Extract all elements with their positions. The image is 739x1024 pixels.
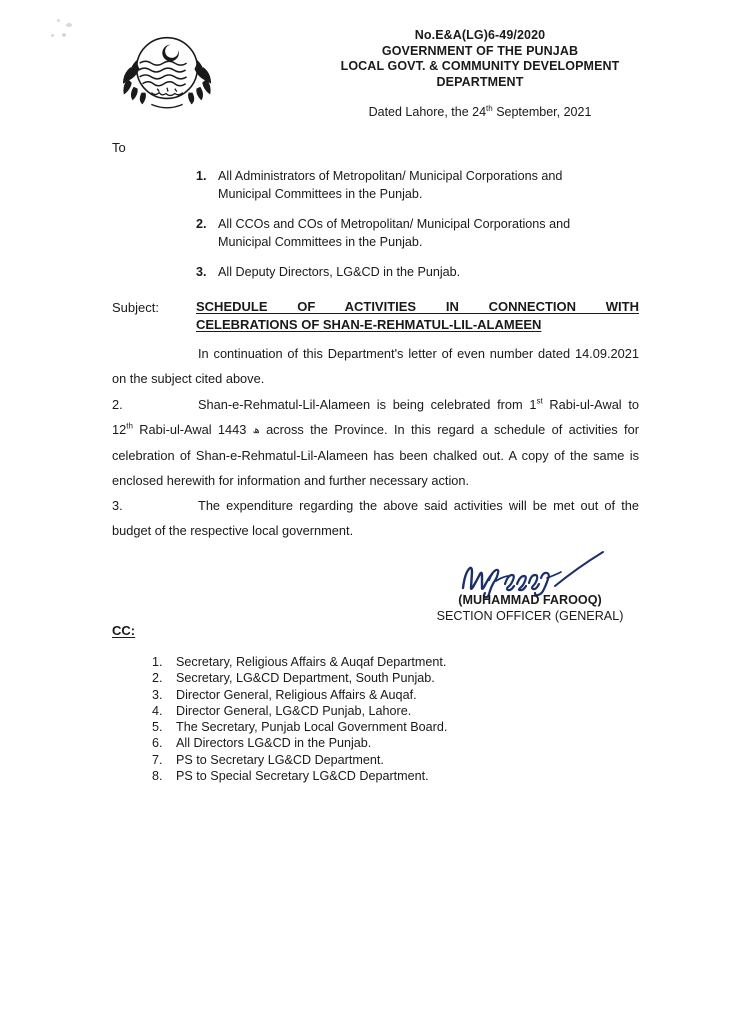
list-item-number: 2.	[196, 217, 207, 231]
list-item	[152, 703, 582, 719]
list-item-label: Director General, LG&CD Punjab, Lahore.	[176, 703, 412, 718]
cc-list	[152, 654, 582, 784]
paragraph-3: The expenditure regarding the above said activities will be met out of the budget of the respective local government.	[112, 498, 639, 538]
list-item-label: All Administrators of Metropolitan/ Municipal Corporations and Municipal Committees in the Punjab.	[218, 169, 563, 201]
list-item-label: All Directors LG&CD in the Punjab.	[176, 736, 372, 751]
list-item-number: 8.	[152, 769, 163, 784]
list-item-number: 5.	[152, 720, 163, 735]
addressee-list	[196, 168, 608, 282]
ordinal-suffix-st: st	[536, 396, 543, 406]
letterhead-text	[330, 28, 630, 90]
paragraph-2-part-2: Rabi-ul-Awal to 12	[112, 397, 639, 437]
list-item	[152, 670, 582, 686]
date-line	[330, 104, 630, 120]
date-suffix: September, 2021	[492, 105, 592, 119]
list-item-number: 6.	[152, 736, 163, 751]
list-item-number: 3.	[196, 265, 207, 279]
list-item-label: PS to Secretary LG&CD Department.	[176, 752, 384, 767]
list-item-number: 3.	[152, 687, 163, 702]
date-ordinal-suffix: th	[486, 103, 493, 113]
list-item-number: 1.	[196, 169, 207, 183]
subject-label: Subject:	[112, 300, 159, 315]
subject-line-2: CELEBRATIONS OF SHAN-E-REHMATUL-LIL-ALAMEEN	[196, 317, 542, 332]
list-item	[152, 752, 582, 768]
list-item-number: 1.	[152, 655, 163, 669]
list-item-label: The Secretary, Punjab Local Government Board.	[176, 720, 448, 735]
list-item	[152, 687, 582, 703]
department-line-2: DEPARTMENT	[436, 74, 524, 89]
list-item-label: PS to Special Secretary LG&CD Department.	[176, 769, 429, 784]
list-item-number: 2.	[152, 671, 163, 686]
list-item-label: All CCOs and COs of Metropolitan/ Municipal Corporations and Municipal Committees in the Punjab.	[218, 217, 571, 249]
paragraph-2-part-3: Rabi-ul-Awal 1443	[132, 422, 253, 437]
paragraph-2-part-1: Shan-e-Rehmatul-Lil-Alameen is being celebrated from 1	[198, 397, 537, 412]
list-item	[152, 719, 582, 735]
reference-number: No.E&A(LG)6-49/2020	[414, 28, 546, 42]
to-label: To	[112, 140, 126, 155]
signatory-designation: SECTION OFFICER (GENERAL)	[436, 609, 624, 623]
signatory-name: (MUHAMMAD FAROOQ)	[458, 593, 602, 607]
list-item	[152, 768, 582, 784]
list-item-label: Director General, Religious Affairs & Auqaf.	[176, 687, 417, 702]
department-line-1: LOCAL GOVT. & COMMUNITY DEVELOPMENT	[340, 59, 620, 73]
list-item	[196, 216, 608, 251]
list-item-number: 7.	[152, 752, 163, 767]
signature-block	[400, 592, 660, 624]
list-item	[196, 264, 608, 282]
list-item	[196, 168, 608, 203]
list-item-label: Secretary, Religious Affairs & Auqaf Department.	[176, 655, 447, 669]
subject-text	[196, 298, 639, 334]
paragraph-2	[112, 392, 639, 493]
paragraph-2-number: 2.	[112, 397, 123, 412]
list-item	[152, 654, 582, 670]
ordinal-suffix-th: th	[126, 421, 133, 431]
subject-line-1: SCHEDULE OF ACTIVITIES IN CONNECTION WITH	[196, 299, 639, 314]
list-item-number: 4.	[152, 703, 163, 718]
paragraph-3-number: 3.	[112, 498, 123, 513]
paragraph-2-part-4: across the Province. In this regard a schedule of activities for celebration of Shan-e-Rehmatul-Lil-Alameen has been chalked out. A copy of the same is enclosed herewith for information and further necessary action.	[112, 422, 639, 488]
cc-label: CC:	[112, 623, 136, 638]
paragraph-1: In continuation of this Department's letter of even number dated 14.09.2021 on the subject cited above.	[112, 346, 639, 386]
hijri-year-marker: ھ	[252, 425, 260, 436]
list-item-label: All Deputy Directors, LG&CD in the Punjab.	[218, 265, 461, 279]
punjab-government-emblem-icon	[118, 24, 216, 120]
list-item	[152, 735, 582, 751]
date-prefix: Dated Lahore, the 24	[368, 105, 487, 119]
government-line: GOVERNMENT OF THE PUNJAB	[381, 43, 579, 58]
list-item-label: Secretary, LG&CD Department, South Punjab.	[176, 671, 435, 686]
